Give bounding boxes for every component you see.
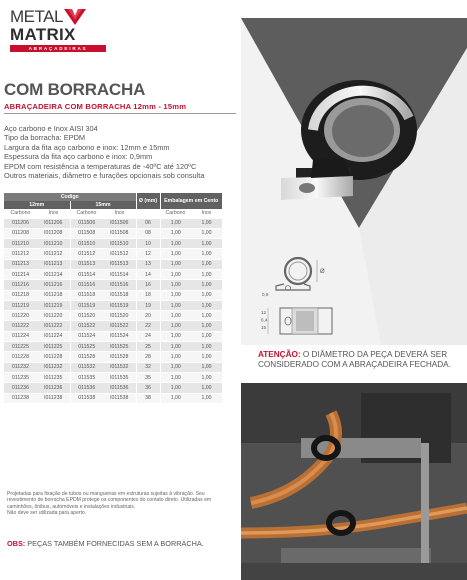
table-cell: 13	[136, 259, 160, 269]
header-codigo: Codigo	[4, 193, 136, 201]
table-cell: 1,00	[191, 331, 222, 341]
table-cell: I011213	[37, 259, 70, 269]
table-row	[4, 280, 222, 290]
product-description	[7, 491, 233, 517]
table-cell: 1,00	[191, 372, 222, 382]
table-row	[4, 218, 222, 228]
table-cell: I011519	[103, 300, 136, 310]
table-cell: 1,00	[160, 393, 191, 403]
subheader-carbono: Carbono	[70, 209, 103, 218]
table-cell: 011506	[70, 218, 103, 228]
logo-v-mark-icon	[64, 9, 86, 25]
table-cell: I011225	[37, 342, 70, 352]
logo-word-matrix: MATRIX	[10, 25, 76, 44]
attention-text: O DIÂMETRO DA PEÇA DEVERÁ SER CONSIDERADO COM A ABRAÇADEIRA FECHADA.	[258, 350, 451, 370]
obs-text: PEÇAS TAMBÉM FORNECIDAS SEM A BORRACHA.	[25, 539, 204, 548]
header-width-12: 12mm	[4, 201, 70, 209]
table-row	[4, 362, 222, 372]
table-cell: 25	[136, 342, 160, 352]
table-cell: 011212	[4, 249, 37, 259]
table-row	[4, 249, 222, 259]
attention-label: ATENÇÃO:	[258, 350, 301, 359]
spec-item: Tipo da borracha: EPDM	[4, 133, 86, 143]
table-cell: 1,00	[160, 352, 191, 362]
table-cell: I011238	[37, 393, 70, 403]
description-line: revestimento de borracha EPDM protege os componentes do contato direto. Utilizadas em	[7, 497, 212, 504]
diagram-12-label: 12	[261, 310, 267, 315]
table-cell: I011212	[37, 249, 70, 259]
table-cell: I011210	[37, 239, 70, 249]
table-cell: 36	[136, 383, 160, 393]
table-cell: 38	[136, 393, 160, 403]
attention-note	[258, 350, 463, 370]
table-cell: 011214	[4, 269, 37, 279]
table-cell: I011532	[103, 362, 136, 372]
table-cell: I011513	[103, 259, 136, 269]
table-cell: 32	[136, 362, 160, 372]
diagram-thickness-label: 0,9	[262, 292, 269, 297]
page-subtitle: ABRAÇADEIRA COM BORRACHA 12mm - 15mm	[4, 102, 187, 111]
table-cell: 1,00	[160, 269, 191, 279]
subheader-inox: Inox	[191, 209, 222, 218]
table-cell: I011508	[103, 228, 136, 238]
installation-photo-image	[241, 383, 467, 580]
table-cell: 1,00	[160, 321, 191, 331]
table-cell: 1,00	[191, 311, 222, 321]
spec-item: Espessura da fita aço carbono e inox: 0,9mm	[4, 152, 153, 162]
table-cell: I011514	[103, 269, 136, 279]
table-row	[4, 239, 222, 249]
table-cell: I011235	[37, 372, 70, 382]
table-cell: 011528	[70, 352, 103, 362]
table-cell: 24	[136, 331, 160, 341]
rubber-clamp-product-image	[241, 18, 467, 258]
spec-item: Outros materiais, diâmetro e furações opcionais sob consulta	[4, 171, 205, 181]
table-cell: 011513	[70, 259, 103, 269]
table-cell: 011206	[4, 218, 37, 228]
table-cell: 1,00	[160, 311, 191, 321]
table-row	[4, 300, 222, 310]
table-cell: 1,00	[160, 259, 191, 269]
table-cell: I011236	[37, 383, 70, 393]
header-width-15: 15mm	[70, 201, 136, 209]
table-row	[4, 342, 222, 352]
table-cell: 28	[136, 352, 160, 362]
header-embalagem: Embalagem em Cento	[160, 193, 222, 209]
table-cell: I011528	[103, 352, 136, 362]
title-divider	[4, 113, 236, 114]
table-cell: 1,00	[160, 342, 191, 352]
table-cell: 011532	[70, 362, 103, 372]
clamp-dimension-diagram	[258, 256, 358, 346]
table-cell: I011232	[37, 362, 70, 372]
table-cell: 1,00	[191, 239, 222, 249]
table-cell: 1,00	[160, 280, 191, 290]
table-cell: 011236	[4, 383, 37, 393]
table-cell: 1,00	[191, 259, 222, 269]
table-cell: I011512	[103, 249, 136, 259]
table-cell: 011514	[70, 269, 103, 279]
table-cell: 12	[136, 249, 160, 259]
table-cell: I011538	[103, 393, 136, 403]
table-cell: 1,00	[160, 290, 191, 300]
table-cell: 011525	[70, 342, 103, 352]
table-cell: 011512	[70, 249, 103, 259]
table-cell: 1,00	[160, 372, 191, 382]
table-cell: 1,00	[191, 300, 222, 310]
table-cell: 011228	[4, 352, 37, 362]
table-cell: 22	[136, 321, 160, 331]
obs-note	[7, 539, 204, 548]
table-cell: 011522	[70, 321, 103, 331]
table-row	[4, 383, 222, 393]
table-cell: 1,00	[191, 383, 222, 393]
table-cell: 011516	[70, 280, 103, 290]
subheader-inox: Inox	[103, 209, 136, 218]
table-cell: I011536	[103, 383, 136, 393]
table-cell: 1,00	[191, 280, 222, 290]
table-cell: I011520	[103, 311, 136, 321]
table-cell: I011524	[103, 331, 136, 341]
installation-photo	[241, 383, 467, 580]
table-cell: 011213	[4, 259, 37, 269]
description-line: Não deve ser utilizada para aperto.	[7, 510, 87, 517]
table-cell: 011220	[4, 311, 37, 321]
table-row	[4, 228, 222, 238]
table-cell: 1,00	[191, 218, 222, 228]
table-cell: I011220	[37, 311, 70, 321]
table-cell: 1,00	[191, 249, 222, 259]
table-row	[4, 331, 222, 341]
description-line: Projetadas para fixação de tubos ou mangueiras em estruturas sujeitas à vibração. Seu	[7, 491, 205, 497]
table-cell: 1,00	[160, 300, 191, 310]
table-cell: 1,00	[191, 321, 222, 331]
table-cell: 011218	[4, 290, 37, 300]
table-cell: 011219	[4, 300, 37, 310]
table-cell: 14	[136, 269, 160, 279]
table-row	[4, 259, 222, 269]
spec-item: EPDM com resistência a temperaturas de -40ºC até 120ºC	[4, 161, 197, 171]
table-cell: 011222	[4, 321, 37, 331]
diagram-hole-label: 6,4	[261, 317, 268, 323]
table-cell: 011518	[70, 290, 103, 300]
table-cell: I011228	[37, 352, 70, 362]
table-row	[4, 269, 222, 279]
subheader-inox: Inox	[37, 209, 70, 218]
table-cell: 10	[136, 239, 160, 249]
table-cell: I011522	[103, 321, 136, 331]
logo-tagline: ABRAÇADEIRAS	[10, 45, 106, 52]
table-cell: I011518	[103, 290, 136, 300]
table-cell: I011224	[37, 331, 70, 341]
table-cell: 011232	[4, 362, 37, 372]
table-row	[4, 352, 222, 362]
table-cell: I011219	[37, 300, 70, 310]
spec-item: Aço carbono e Inox AISI 304	[4, 124, 98, 133]
table-cell: I011208	[37, 228, 70, 238]
table-row	[4, 372, 222, 382]
table-cell: 1,00	[191, 269, 222, 279]
brand-logo	[10, 8, 110, 56]
table-cell: 1,00	[191, 290, 222, 300]
table-cell: 1,00	[160, 383, 191, 393]
table-cell: 011235	[4, 372, 37, 382]
table-cell: 06	[136, 218, 160, 228]
logo-word-metal: METAL	[10, 7, 63, 26]
table-cell: 1,00	[160, 362, 191, 372]
table-body	[4, 218, 222, 403]
table-cell: 08	[136, 228, 160, 238]
table-cell: 011536	[70, 383, 103, 393]
table-row	[4, 321, 222, 331]
table-cell: 011225	[4, 342, 37, 352]
table-cell: 011510	[70, 239, 103, 249]
header-diameter: Ø (mm)	[136, 193, 160, 209]
table-cell: 18	[136, 290, 160, 300]
table-cell: 011520	[70, 311, 103, 321]
table-row	[4, 393, 222, 403]
table-cell: 011216	[4, 280, 37, 290]
table-cell: 20	[136, 311, 160, 321]
table-cell: 1,00	[160, 331, 191, 341]
table-cell: 011508	[70, 228, 103, 238]
table-cell: I011525	[103, 342, 136, 352]
obs-label: OBS:	[7, 539, 26, 548]
table-cell: 1,00	[191, 352, 222, 362]
table-cell: I011214	[37, 269, 70, 279]
table-cell: I011510	[103, 239, 136, 249]
table-cell: 16	[136, 280, 160, 290]
subheader-blank	[136, 209, 160, 218]
table-cell: 1,00	[191, 228, 222, 238]
table-cell: 1,00	[191, 362, 222, 372]
subheader-carbono: Carbono	[4, 209, 37, 218]
table-cell: 1,00	[160, 249, 191, 259]
diagram-15-label: 15	[261, 325, 267, 330]
table-cell: 011224	[4, 331, 37, 341]
table-row	[4, 290, 222, 300]
table-cell: I011222	[37, 321, 70, 331]
table-cell: 19	[136, 300, 160, 310]
table-cell: 1,00	[160, 228, 191, 238]
table-cell: 1,00	[191, 393, 222, 403]
table-cell: I011516	[103, 280, 136, 290]
table-cell: 011535	[70, 372, 103, 382]
table-cell: I011535	[103, 372, 136, 382]
description-line: caminhões, ônibus, automóveis e instalações industriais.	[7, 503, 136, 510]
table-cell: 011210	[4, 239, 37, 249]
page-title: COM BORRACHA	[4, 80, 146, 99]
table-cell: I011506	[103, 218, 136, 228]
table-cell: 011208	[4, 228, 37, 238]
subheader-carbono: Carbono	[160, 209, 191, 218]
table-cell: I011216	[37, 280, 70, 290]
table-cell: 1,00	[160, 239, 191, 249]
table-cell: I011206	[37, 218, 70, 228]
table-cell: I011218	[37, 290, 70, 300]
table-cell: 011238	[4, 393, 37, 403]
table-cell: 011524	[70, 331, 103, 341]
product-code-table	[4, 193, 222, 403]
table-row	[4, 311, 222, 321]
spec-item: Largura da fita aço carbono e inox: 12mm e 15mm	[4, 142, 170, 152]
table-cell: 35	[136, 372, 160, 382]
table-cell: 1,00	[160, 218, 191, 228]
table-cell: 1,00	[191, 342, 222, 352]
table-cell: 011538	[70, 393, 103, 403]
diagram-diameter-label: Ø	[320, 269, 325, 275]
table-cell: 011519	[70, 300, 103, 310]
spec-list	[4, 124, 240, 180]
